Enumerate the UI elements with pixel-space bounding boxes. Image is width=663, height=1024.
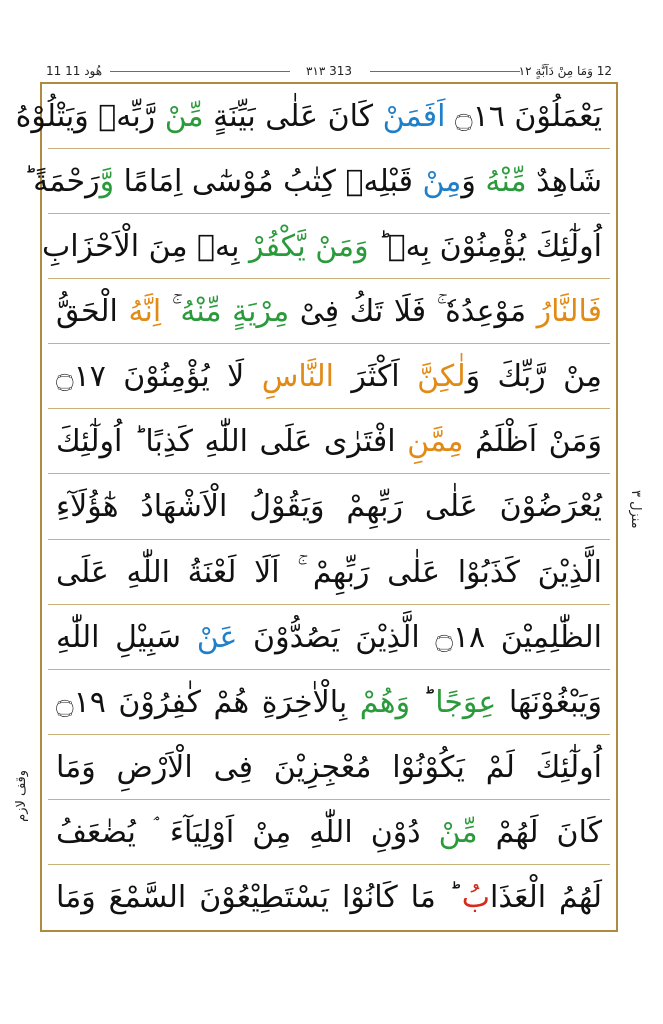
page-number: ٣١٣ 313	[305, 64, 353, 78]
verse-text-segment: يُعْرَضُوْنَ عَلٰى رَبِّهِمْ وَيَقُوْلُ الْاَشْهَادُ هٰٓؤُلَآءِ	[56, 489, 602, 525]
verse-text-segment: مِنْ	[422, 164, 462, 200]
header-rule-right	[370, 71, 520, 72]
verse-line	[15, 84, 610, 149]
verse-text-segment: افْتَرٰى عَلَى اللّٰهِ كَذِبًا ؕ اُولٰٓئِكَ	[56, 424, 408, 460]
verse-text-segment: ؕ مَا كَانُوْا يَسْتَطِيْعُوْنَ السَّمْعَ وَمَا	[56, 879, 462, 915]
verse-text-segment: دُوْنِ اللّٰهِ مِنْ اَوْلِيَآءَ ۘ يُضٰعَفُ	[56, 814, 439, 850]
verse-text-segment: بِهٖ مِنَ الْاَحْزَابِ	[41, 229, 250, 265]
verse-text-segment: بِالْاٰخِرَةِ هُمْ كٰفِرُوْنَ ۝١٩	[56, 684, 360, 720]
verse-text-segment: مِّنْ	[438, 814, 478, 850]
verse-line	[48, 540, 610, 605]
verse-text-segment: مَوْعِدُهٗ ۚ فَلَا تَكُ فِىْ	[289, 294, 537, 330]
verse-text-segment: عَنْ	[196, 619, 238, 655]
verse-text-segment: الْحَقُّ	[56, 294, 129, 330]
verse-text-segment: اُولٰٓئِكَ يُؤْمِنُوْنَ بِهٖ ؕ	[368, 229, 602, 265]
verse-line	[48, 474, 610, 539]
verse-text-segment: عِوَجًا	[435, 684, 497, 720]
verse-text-segment: مِمَّنِ	[407, 424, 464, 460]
verse-text-segment: لَا يُؤْمِنُوْنَ ۝١٧	[56, 359, 262, 395]
verse-text-segment: سَبِيْلِ اللّٰهِ	[56, 619, 197, 655]
verse-text-segment: رَحْمَةً ؕ	[23, 164, 100, 200]
verse-text-segment: لَهُمُ الْعَذَا	[490, 879, 602, 915]
verse-text-segment: ۚ	[161, 294, 181, 330]
verse-text-segment: رَّبِّهٖ وَيَتْلُوْهُ	[15, 99, 165, 134]
verse-text-segment: مِّنْهُ	[485, 164, 527, 200]
verse-line	[41, 214, 610, 279]
verse-text-segment: وَيَبْغُوْنَهَا	[496, 684, 603, 720]
verse-text-segment: فَالنَّارُ	[536, 294, 602, 330]
verse-line	[48, 279, 610, 344]
verse-line	[48, 670, 610, 735]
verse-line	[48, 409, 610, 474]
verse-text-segment: اَكْثَرَ	[334, 359, 418, 395]
verse-line	[48, 735, 610, 800]
verse-text-segment: مِنْ رَّبِّكَ	[480, 359, 603, 395]
manzil-side-note: منزل ٣	[628, 490, 643, 529]
surah-name-label: 11 هُود 11	[46, 64, 103, 78]
verse-text-segment: يَعْمَلُوْنَ ۝١٦	[445, 99, 602, 134]
verse-text-segment: وَّ	[99, 164, 115, 200]
verse-text-segment: وَ	[465, 359, 481, 395]
verse-text-segment: وَمَنْ يَّكْفُرْ	[249, 229, 369, 265]
verse-text-segment: وَمَنْ اَظْلَمُ	[463, 424, 602, 460]
waqf-side-note: وقف لازم	[14, 770, 29, 822]
verse-text-segment: مِّنْ	[164, 99, 204, 134]
verse-text-segment: ؕ	[410, 684, 436, 720]
verse-text-segment: اَفَمَنْ	[382, 99, 446, 134]
verse-text-segment: شَاهِدٌ	[526, 164, 602, 200]
verse-line	[48, 605, 610, 670]
verse-line	[48, 865, 610, 930]
verse-text-segment: بُ	[461, 879, 491, 915]
verse-text-segment: اِنَّهُ	[128, 294, 162, 330]
verse-line	[48, 344, 610, 409]
verse-text-segment: الَّذِيْنَ كَذَبُوْا عَلٰى رَبِّهِمْ ۚ اَلَا لَعْنَةُ اللّٰهِ عَلَى	[56, 554, 602, 590]
verse-text-segment: اُولٰٓئِكَ لَمْ يَكُوْنُوْا مُعْجِزِيْنَ فِى الْاَرْضِ وَمَا	[56, 749, 602, 785]
juz-name-label: 12 وَمَا مِنْ دَآبَّةٍ ١٢	[518, 64, 612, 78]
verse-text-segment: قَبْلِهٖ كِتٰبُ مُوْسٰٓى اِمَامًا	[114, 164, 423, 200]
verse-text-segment: كَانَ عَلٰى بَيِّنَةٍ	[203, 99, 383, 134]
verse-line	[23, 149, 610, 214]
verse-text-segment: الظّٰلِمِيْنَ ۝١٨ الَّذِيْنَ يَصُدُّوْنَ	[237, 619, 602, 655]
verse-text-segment: وَهُمْ	[359, 684, 411, 720]
verse-text-segment: كَانَ لَهُمْ	[477, 814, 602, 850]
header-rule-left	[110, 71, 290, 72]
verse-text-segment: وَ	[461, 164, 486, 200]
page-header	[40, 60, 618, 82]
verse-line	[48, 800, 610, 865]
verse-text-segment: مِرْيَةٍ مِّنْهُ	[180, 294, 290, 330]
verse-text-segment: لٰكِنَّ	[417, 359, 466, 395]
verse-text-segment: النَّاسِ	[261, 359, 334, 395]
